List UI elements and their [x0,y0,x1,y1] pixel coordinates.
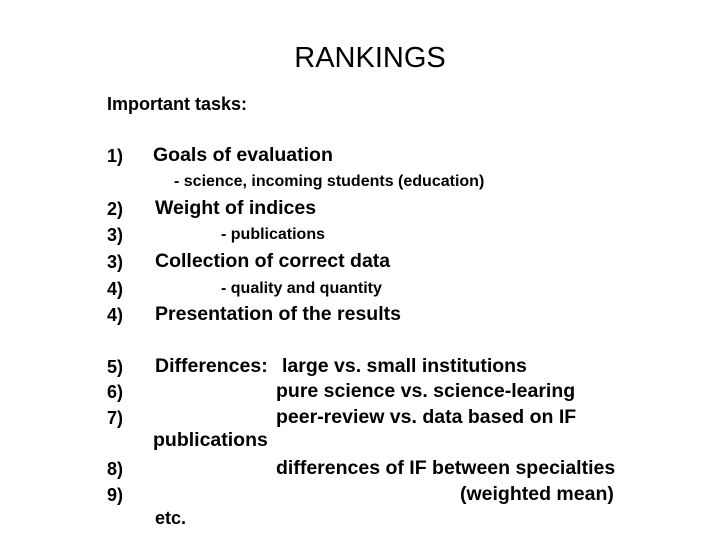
task-goals: Goals of evaluation [153,144,333,166]
item-number: 3) [107,252,124,272]
item-number: 9) [107,485,124,505]
task-presentation: Presentation of the results [155,303,401,325]
item-number: 7) [107,408,124,428]
item-number: 4) [107,279,124,299]
differences-line: publications [153,429,268,451]
differences-line: (weighted mean) [460,483,614,505]
item-number: 8) [107,459,124,479]
differences-line: etc. [155,508,187,528]
item-number: 1) [107,146,124,166]
differences-line: pure science vs. science-learing [276,380,576,402]
task-goals-detail: - science, incoming students (education) [174,173,485,190]
task-weight: Weight of indices [155,197,317,219]
differences-line: differences of IF between specialties [276,457,616,479]
item-number: 4) [107,305,124,325]
differences-line: large vs. small institutions [282,355,527,377]
task-weight-detail: - publications [221,226,325,243]
task-collection-detail: - quality and quantity [221,280,382,297]
item-number: 3) [107,225,124,245]
page-title: RANKINGS [294,42,446,74]
item-number: 5) [107,357,124,377]
differences-line: peer-review vs. data based on IF [276,406,577,428]
subtitle: Important tasks: [107,94,248,114]
item-number: 2) [107,199,124,219]
task-collection: Collection of correct data [155,250,391,272]
differences-label: Differences: [155,355,268,377]
item-number: 6) [107,382,124,402]
